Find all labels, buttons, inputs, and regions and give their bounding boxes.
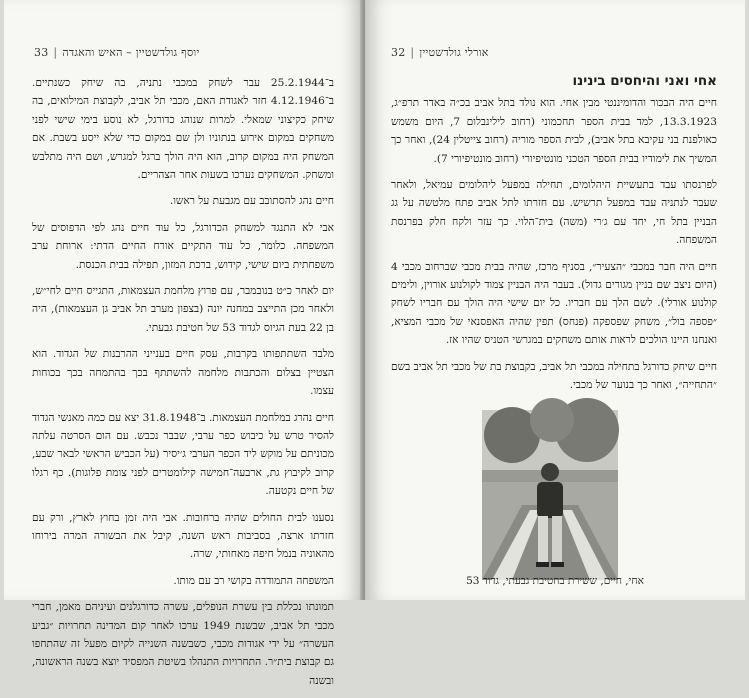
- right-page: [365, 0, 745, 600]
- paragraph: תמונתו נכללת בין עשרת הנופלים, עשרה כדורגלנים ועיניהם מאמן, חברי מכבי תל אביב, שבשנת 1949 ערכו לאחר קום המדינה תחרויות ״גביע העשרה״ על ידי אגודות מכבי, כשבשנה השנייה לקיום מפעל זה שהתחפו גם קבוצת בית״ר. התחרויות התנהלו בשיטת המפסיד יוצא בשנה הראשונה, ובשנה: [32, 601, 334, 687]
- left-page-number: 33: [34, 46, 49, 59]
- left-running-header: 33 | יוסף גולדשטיין – האיש והאגדה: [34, 46, 200, 59]
- paragraph: חיים נהרג במלחמת העצמאות. ב־31.8.1948 יצא עם כמה מאנשי הגדוד להסיר טרש על כיבוש כפר ערבי, שבבר נכבש. עם הום הסרטה עלתה מכוניתם על מוקש ליד הכפר הערבי ג׳יסיר (על הכביש הראשי לבאר שבע, קרוב לקיבוץ גת, ארבעה־חמישה קילומטרים לפני צומת פלוגות). כף רגלו של חיים נקטעה.: [32, 411, 334, 498]
- paragraph: חיים היה חבר במכבי ״הצעיר״, בסניף מרכז, שהיה בבית מכבי שברחוב מכבי 4 (היום ניצב שם בניין מגורים גדול). בעבר היה הבניין צמוד לקולנוע אורוין, ולימים קולנוע אורלי). לשם הלך עם חבריו. כל יום שישי היה הולך עם חבריו לשחק ״פספה בול״, משחק שפספקה (פנחס) תפין שהיה האפסנאי של מכבי המציא, ואנחנו היינו הולכים לראות אותם משחקים במגרשי הטניס שהיו אז.: [391, 260, 717, 347]
- left-running-head: יוסף גולדשטיין – האיש והאגדה: [62, 46, 200, 59]
- paragraph: יום לאחר כ״ט בנובמבר, עם פרוץ מלחמת העצמאות, התגייס חיים לחי״ש, ולאחר מכן התייצב במחנה יונה (בצפון מערב תל אביב גן העצמאות), היה בן 22 בעת הגיוס לגדוד 53 של חטיבת גבעתי.: [32, 285, 334, 334]
- left-body-text: [32, 74, 334, 698]
- photo-image: [482, 410, 618, 580]
- paragraph: אבי לא התנגד למשחק הכדורגל, כל עוד חיים נהג לפי הדפוסים של המשפחה. כלומר, כל עוד התקיים אורח החיים הדתי: ארוחת ערב משפחתית ביום שישי, קידוש, ברכת המזון, תפילה בבית הכנסת.: [32, 221, 334, 271]
- paragraph: המשפחה התמודדה בקושי רב עם מותו.: [173, 574, 334, 587]
- right-body-text: [391, 72, 717, 403]
- right-page-number: 32: [391, 46, 406, 59]
- right-running-header: 32 | אורלי גולדשטיין: [391, 46, 489, 59]
- paragraph: חיים היה הבכור והדומיננטי מבין אחי. הוא נולד בתל אביב בכ״ה באדר תרפ״ג, 13.3.1923, למד בבית הספר תחכמוני (רחוב לילינבלום 7, היום משמש כאולפנת בני עקיבא בתל אביב), לבית הספר מוריה (רחוב צייטלין 24), ואחר כך המשיך את לימודיו בבית הספר הטכני מונטיפיורי (רחוב מונטיפיורי 7).: [391, 97, 717, 165]
- paragraph: חיים נהג להסתובב עם מגבעת על ראשו.: [169, 195, 334, 208]
- paragraph: חיים שיחק כדורגל בתחילה במכבי תל אביב, בקבוצת בת של מכבי תל אביב בשם ״התחייה״, ואחר כך בנוער של מכבי.: [391, 360, 717, 392]
- paragraph: לפרנסתו עבד בתעשיית היהלומים, תחילה במפעל ליהלומים עמיאל, ולאחר שעבר לנתניה עבד במפעל תרשיש. עם חזרתו לתל אביב פתח מלטשה על גג הבניין בתל חי, יחד עם ג׳רי (משה) בית־הלוי. כך עזר ולקח חלק בפרנסת המשפחה.: [391, 179, 717, 247]
- paragraph: נסענו לבית החולים שהיה ברחובות. אבי היה זמן בחוץ לארץ, ורק עם חזרתו ארצה, בסביבות ראש השנה, קיבל את הבשורה המרה בירוחו מהאוניה בנמל חיפה מאחותי, שרה.: [32, 511, 334, 561]
- paragraph: ב־25.2.1944 עבר לשחק במכבי נתניה, בה שיחק כשנתיים. ב־4.12.1946 חזר לאגודת האם, מכבי תל אביב, לקבוצת המילואים, בה שיחק כקיצוני שמאלי. למרות שנוהג כדורגל, לא נוסע בימי שישי לפני משחקים במקום אירוע בנתוניו ולן שם במקום כדי שלא ייסע בשבת. אם המשחק היה במקום קרוב, הוא היה הולך ברגל למגרש, ושם היה מתלבש ומשחק. המשחקים נערכו בשעות אחר הצהריים.: [32, 77, 334, 182]
- left-page: [4, 0, 364, 687]
- paragraph: מלבד השתתפותו בקרבות, עסק חיים בענייני ההרבנות של הגדוד. הוא הצטיין בצלום והכתבות מלחמה להשתתף בכך בהתמחה בכך בכוחות עצמו.: [32, 348, 334, 398]
- photo-caption: אחי, חיים, ששירת בחטיבת גבעתי, גדוד 53: [466, 575, 644, 587]
- right-running-head: אורלי גולדשטיין: [419, 46, 489, 59]
- section-title: אחי ואני והיחסים בינינו: [572, 73, 717, 89]
- soldier-photo: [482, 410, 618, 580]
